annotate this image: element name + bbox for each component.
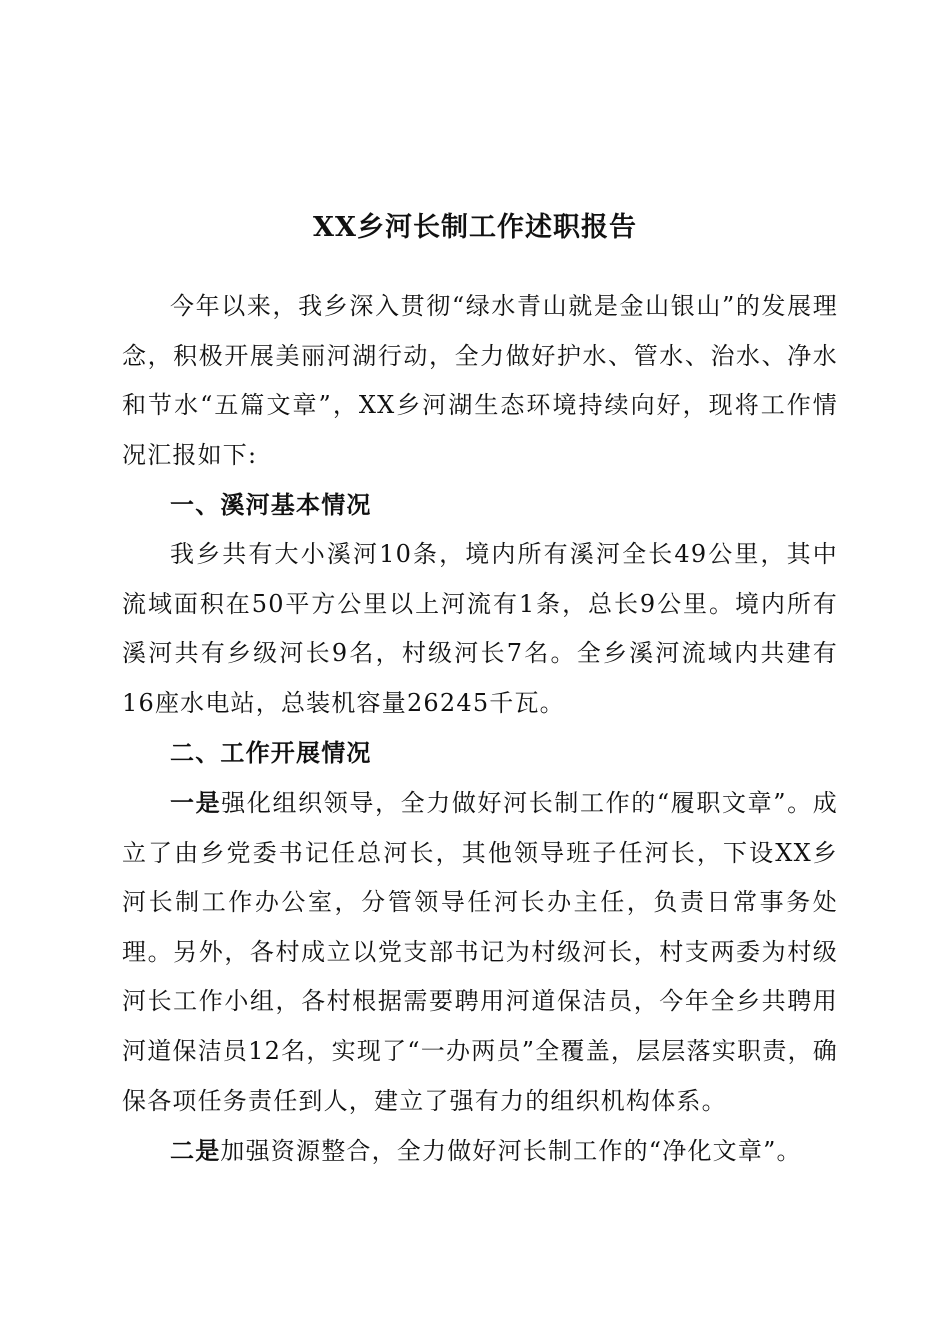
work-item-2-text: 加强资源整合，全力做好河长制工作的“净化文章”。: [220, 1137, 802, 1166]
work-item-1-text: 强化组织领导，全力做好河长制工作的“履职文章”。成立了由乡党委书记任总河长，其他领导班子任河长，下设XX乡河长制工作办公室，分管领导任河长办主任，负责日常事务处理。另外，各村成立以党支部书记为村级河长，村支两委为村级河长工作小组，各村根据需要聘用河道保洁员，今年全乡共聘用河道保洁员12名，实现了“一办两员”全覆盖，层层落实职责，确保各项任务责任到人，建立了强有力的组织机构体系。: [122, 788, 838, 1115]
work-item-1-lead: 一是: [170, 787, 222, 817]
section-heading-work-progress: 二、工作开展情况: [170, 738, 372, 768]
work-item-2-lead: 二是: [170, 1136, 221, 1166]
section-heading-basic-info: 一、溪河基本情况: [170, 490, 372, 520]
document-title: XX乡河长制工作述职报告: [313, 212, 637, 243]
document-body: [122, 282, 838, 1177]
basic-info-paragraph: 我乡共有大小溪河10条，境内所有溪河全长49公里，其中流域面积在50平方公里以上河流有1条，总长9公里。境内所有溪河共有乡级河长9名，村级河长7名。全乡溪河流域内共建有16座水电站，总装机容量26245千瓦。: [122, 539, 838, 717]
work-item-1-paragraph: [122, 778, 838, 1126]
intro-paragraph: 今年以来，我乡深入贯彻“绿水青山就是金山银山”的发展理念，积极开展美丽河湖行动，全力做好护水、管水、治水、净水和节水“五篇文章”，XX乡河湖生态环境持续向好，现将工作情况汇报如下:: [122, 292, 838, 469]
work-item-2-paragraph: [122, 1126, 838, 1177]
